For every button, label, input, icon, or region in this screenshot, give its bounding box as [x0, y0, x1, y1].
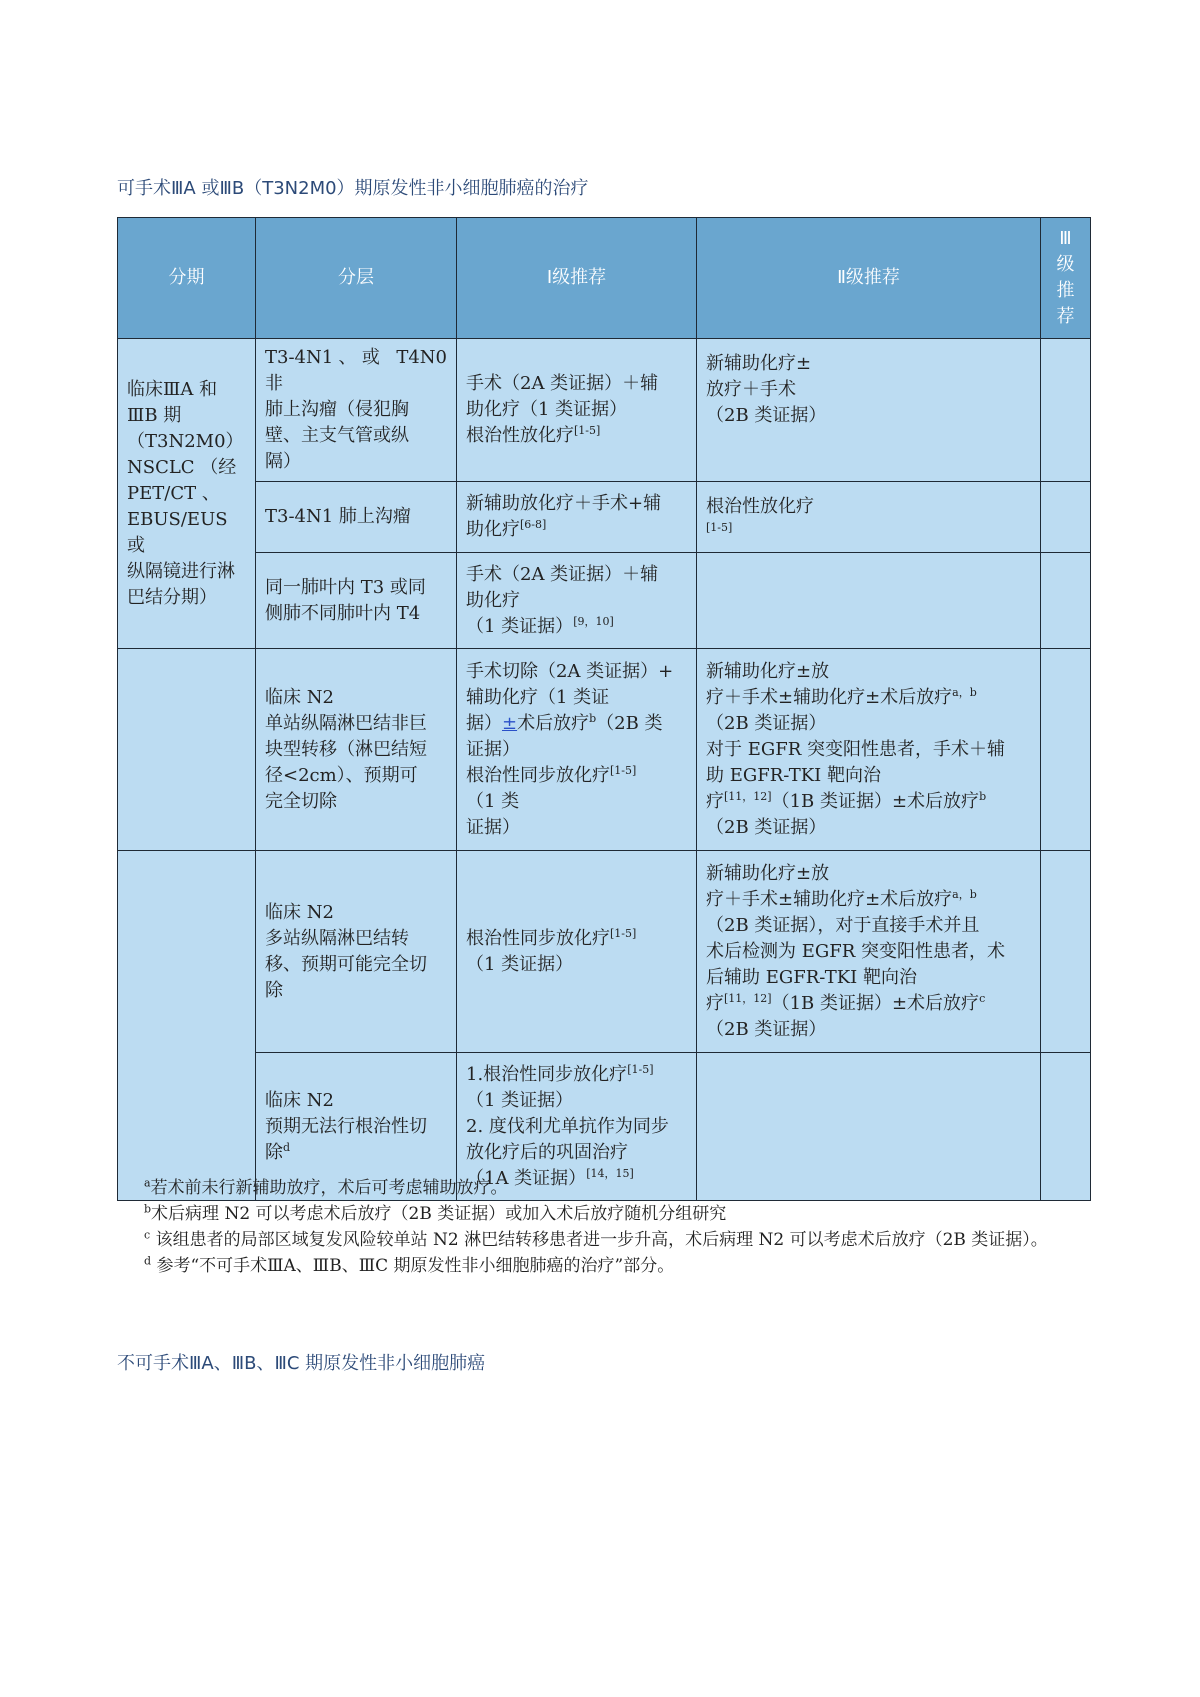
- level3-cell: [1041, 482, 1091, 553]
- stage-cell: [118, 851, 256, 1201]
- layer-cell: 临床 N2 多站纵隔淋巴结转 移、预期可能完全切 除: [256, 851, 457, 1053]
- layer-cell: 临床 N2 预期无法行根治性切 除$^d$: [256, 1053, 457, 1201]
- layer-cell: 临床 N2 单站纵隔淋巴结非巨 块型转移（淋巴结短 径<2cm）、预期可 完全切除: [256, 649, 457, 851]
- level1-cell: 手术（2A 类证据）＋辅 助化疗（1 类证据） 根治性放化疗[1-5]: [457, 339, 697, 482]
- header-layer: 分层: [256, 218, 457, 339]
- header-level2: Ⅱ级推荐: [697, 218, 1041, 339]
- layer-cell: 同一肺叶内 T3 或同 侧肺不同肺叶内 T4: [256, 553, 457, 649]
- table-row: [118, 482, 1091, 553]
- section-title: 可手术ⅢA 或ⅢB（T3N2M0）期原发性非小细胞肺癌的治疗: [117, 178, 589, 199]
- level1-cell: 新辅助放化疗＋手术+辅 助化疗[6-8]: [457, 482, 697, 553]
- level1-cell: 手术切除（2A 类证据）+ 辅助化疗（1 类证 据）±术后放疗$^b$（2B 类 证据） 根治性同步放化疗[1-5] （1 类 证据）: [457, 649, 697, 851]
- header-level3: Ⅲ 级 推 荐: [1041, 218, 1091, 339]
- layer-cell: T3-4N1 肺上沟瘤: [256, 482, 457, 553]
- table-row: [118, 649, 1091, 851]
- level2-cell: 新辅助化疗± 放疗＋手术 （2B 类证据）: [697, 339, 1041, 482]
- plus-minus-link[interactable]: ±: [502, 712, 518, 734]
- level3-cell: [1041, 553, 1091, 649]
- footnote: $^c$ 该组患者的局部区域复发风险较单站 N2 淋巴结转移患者进一步升高，术后病理 N2 可以考虑术后放疗（2B 类证据）。: [144, 1228, 1048, 1250]
- level2-cell: 新辅助化疗±放 疗＋手术±辅助化疗±术后放疗$^{a,b}$ （2B 类证据） 对于 EGFR 突变阳性患者，手术＋辅 助 EGFR-TKI 靶向治 疗[11，12]（1B 类证据）±术后放疗$^b$ （2B 类证据）: [697, 649, 1041, 851]
- header-level1: Ⅰ级推荐: [457, 218, 697, 339]
- footnotes: [117, 1175, 1090, 1279]
- level2-cell: 新辅助化疗±放 疗＋手术±辅助化疗±术后放疗$^{a,b}$ （2B 类证据），对于直接手术并且 术后检测为 EGFR 突变阳性患者，术 后辅助 EGFR-TKI 靶向治 疗[11，12]（1B 类证据）±术后放疗$^c$ （2B 类证据）: [697, 851, 1041, 1053]
- header-stage: 分期: [118, 218, 256, 339]
- table-row: [118, 339, 1091, 482]
- table-header-row: [118, 218, 1091, 339]
- footnote: $^d$ 参考“不可手术ⅢA、ⅢB、ⅢC 期原发性非小细胞肺癌的治疗”部分。: [144, 1254, 675, 1276]
- recommendation-table: [117, 217, 1091, 1201]
- stage-cell: 临床ⅢA 和 ⅢB 期 （T3N2M0） NSCLC （经 PET/CT 、 EBUS/EUS 或 纵隔镜进行淋 巴结分期）: [118, 339, 256, 649]
- level1-cell: 1.根治性同步放化疗[1-5] （1 类证据） 2. 度伐利尤单抗作为同步 放化疗后的巩固治疗 （1A 类证据）[14，15]: [457, 1053, 697, 1201]
- layer-cell: T3-4N1、或 T4N0 非 肺上沟瘤（侵犯胸 壁、主支气管或纵 隔）: [256, 339, 457, 482]
- level3-cell: [1041, 339, 1091, 482]
- level3-cell: [1041, 649, 1091, 851]
- level3-cell: [1041, 851, 1091, 1053]
- level1-cell: 手术（2A 类证据）＋辅 助化疗 （1 类证据）[9，10]: [457, 553, 697, 649]
- footnote: $^a$若术前未行新辅助放疗，术后可考虑辅助放疗。: [144, 1176, 508, 1198]
- table-row: [118, 553, 1091, 649]
- footnote: $^b$术后病理 N2 可以考虑术后放疗（2B 类证据）或加入术后放疗随机分组研究: [144, 1202, 727, 1224]
- table-row: [118, 851, 1091, 1053]
- section-title: 不可手术ⅢA、ⅢB、ⅢC 期原发性非小细胞肺癌: [117, 1353, 486, 1374]
- level2-cell: [697, 553, 1041, 649]
- level1-cell: 根治性同步放化疗[1-5] （1 类证据）: [457, 851, 697, 1053]
- stage-cell: [118, 649, 256, 851]
- level2-cell: 根治性放化疗 [1-5]: [697, 482, 1041, 553]
